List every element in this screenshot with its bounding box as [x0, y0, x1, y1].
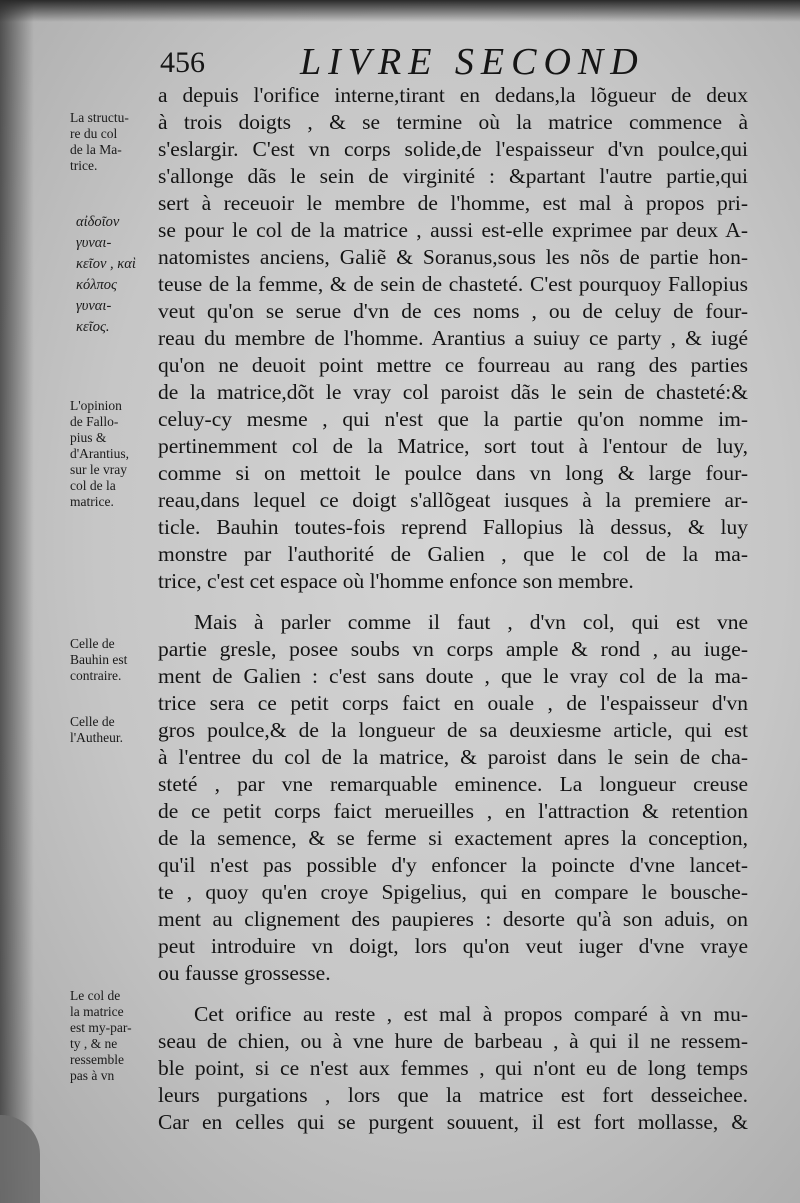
text-line: comme si on mettoit le poulce dans vn long & large four- [158, 461, 748, 485]
text-line: seau de chien, ou à vne hure de barbeau , à qui il ne ressem- [158, 1029, 748, 1053]
text-line: de la semence, & se ferme si exactement apres la conception, [158, 826, 748, 850]
text-line: leurs purgations , lors que la matrice est fort desseichee. [158, 1083, 748, 1107]
text-line: trice, c'est cet espace où l'homme enfonce son membre. [158, 569, 634, 593]
text-line: a depuis l'orifice interne,tirant en dedans,la lõgueur de deux [158, 83, 748, 107]
text-line: ou fausse grossesse. [158, 961, 331, 985]
text-line: ticle. Bauhin toutes-fois reprend Fallopius là dessus, & luy [158, 515, 748, 539]
text-line: pertinemment col de la Matrice, sort tout à l'entour de luy, [158, 434, 748, 458]
text-line: de la matrice,dõt le vray col paroist dãs le sein de chasteté:& [158, 380, 748, 404]
body-text [158, 82, 748, 1136]
text-line: reau,dans lequel ce doigt s'allõgeat iusques à la premiere ar- [158, 488, 748, 512]
page-top-shadow [0, 0, 800, 22]
margin-note-autheur: Celle de l'Autheur. [70, 714, 124, 745]
text-line: qu'on ne deuoit point mettre ce fourreau au rang des parties [158, 353, 748, 377]
text-line: reau du membre de l'homme. Arantius a suiuy ce party , & iugé [158, 326, 748, 350]
text-line: s'allonge dãs le sein de virginité : &partant l'autre partie,qui [158, 164, 748, 188]
text-line: teuse de la femme, & de sein de chasteté. C'est pourquoy Fallopius [158, 272, 748, 296]
margin-note-bauhin: Celle de Bauhin est contraire. [70, 636, 128, 683]
page-number: 456 [160, 46, 205, 79]
text-line: natomistes anciens, Galiẽ & Soranus,sous les nõs de partie hon- [158, 245, 748, 269]
text-line: ble point, si ce n'est aux femmes , qui n'ont eu de long temps [158, 1056, 748, 1080]
text-line: gros poulce,& de la longueur de sa deuxiesme article, qui est [158, 718, 748, 742]
text-line: Cet orifice au reste , est mal à propos comparé à vn mu- [194, 1002, 748, 1026]
page-header [160, 40, 750, 88]
text-line: à l'entree du col de la matrice, & paroist dans le sein de cha- [158, 745, 748, 769]
text-line: de ce petit corps faict merueilles , en l'attraction & retention [158, 799, 748, 823]
text-line: à trois doigts , & se termine où la matrice commence à [158, 110, 748, 134]
text-line: Mais à parler comme il faut , d'vn col, qui est vne [194, 610, 748, 634]
margin-note-structure: La structu- re du col de la Ma- trice. [70, 110, 129, 173]
text-line: partie gresle, posee soubs vn corps ample & rond , au iuge- [158, 637, 748, 661]
margin-note-col: Le col de la matrice est my-par- ty , & ne ressemble pas à vn [70, 988, 132, 1083]
running-title: LIVRE SECOND [300, 41, 645, 83]
text-line: ment de Galien : c'est sans doute , que le vray col de la ma- [158, 664, 748, 688]
text-line: monstre par l'authorité de Galien , que le col de la ma- [158, 542, 748, 566]
text-line: steté , par vne remarquable eminence. La longueur creuse [158, 772, 748, 796]
text-line: trice sera ce petit corps faict en ouale , de l'espaisseur d'vn [158, 691, 748, 715]
margin-note-opinion: L'opinion de Fallo- pius & d'Arantius, sur le vray col de la matrice. [70, 398, 130, 509]
text-line: ment au clignement des paupieres : desorte qu'à son aduis, on [158, 907, 748, 931]
margin-note-greek: αἰδοῖον γυναι- κεῖον , καὶ κόλπος γυναι- κεῖος. [76, 214, 136, 335]
text-line: peut introduire vn doigt, lors qu'on veut iuger d'vne vraye [158, 934, 748, 958]
text-line: s'eslargir. C'est vn corps solide,de l'espaisseur d'vn poulce,qui [158, 137, 748, 161]
text-line: se pour le col de la matrice , aussi est-elle exprimee par deux A- [158, 218, 748, 242]
text-line: te , quoy qu'en croye Spigelius, qui en compare le bousche- [158, 880, 748, 904]
thumb-shadow [0, 1115, 40, 1203]
text-line: celuy-cy mesme , qui n'est que la partie qu'on nomme im- [158, 407, 748, 431]
text-line: Car en celles qui se purgent souuent, il est fort mollasse, & [158, 1110, 748, 1134]
text-line: veut qu'on se serue d'vn de ces noms , ou de celuy de four- [158, 299, 748, 323]
text-line: sert à receuoir le membre de l'homme, est mal à propos pri- [158, 191, 748, 215]
text-line: qu'il n'est pas possible d'y enfoncer la poincte d'vne lancet- [158, 853, 748, 877]
